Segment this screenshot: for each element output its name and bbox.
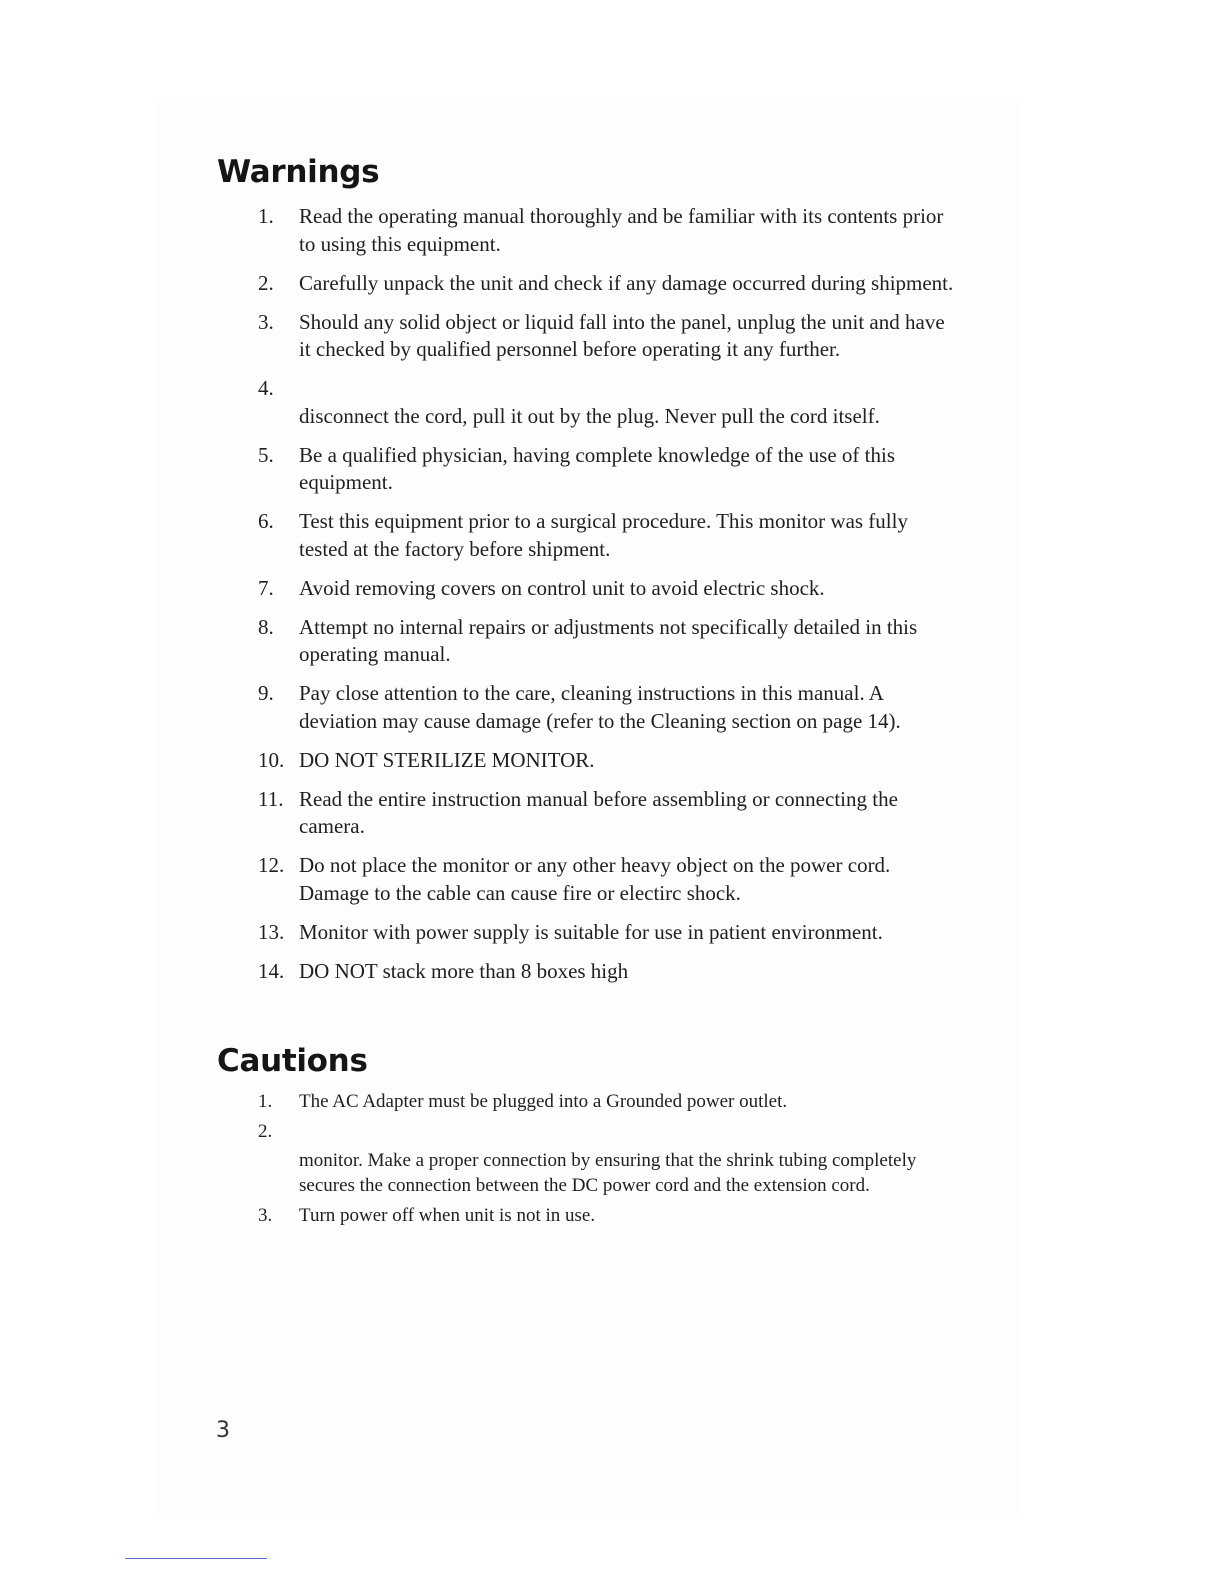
warning-text: Attempt no internal repairs or adjustments not specifically detailed in this operating manual. <box>299 614 918 666</box>
warning-number: 4. <box>258 376 274 400</box>
warning-item-10 <box>0 747 959 775</box>
warning-number: 3. <box>258 309 274 334</box>
warning-item-4 <box>0 375 959 430</box>
warning-number: 12. <box>258 853 285 877</box>
warning-item-8 <box>0 614 959 669</box>
warning-number: 10. <box>258 747 285 772</box>
warning-text: Read the entire instruction manual before assembling or connecting the camera. <box>299 786 898 838</box>
warning-item-14 <box>0 958 959 986</box>
page-number: 3 <box>216 1418 230 1443</box>
caution-number: 1. <box>258 1091 273 1112</box>
warning-text: Should any solid object or liquid fall into the panel, unplug the unit and have it checked by qualified personnel before operating it any further. <box>299 309 945 361</box>
caution-number: 3. <box>258 1205 273 1226</box>
footer-rule <box>125 1558 267 1559</box>
warning-number: 14. <box>258 958 285 983</box>
caution-number: 2. <box>258 1121 273 1142</box>
warning-text: DO NOT STERILIZE MONITOR. <box>299 747 595 772</box>
warning-text: Pay close attention to the care, cleaning instructions in this manual. A deviation may cause damage (refer to the Cleaning section on page 14). <box>299 681 901 733</box>
warning-text: disconnect the cord, pull it out by the plug. Never pull the cord itself. <box>299 403 880 428</box>
caution-text: Turn power off when unit is not in use. <box>299 1205 596 1226</box>
warning-text: Monitor with power supply is suitable for use in patient environment. <box>299 919 883 944</box>
warnings-list <box>0 203 1224 997</box>
warning-number: 1. <box>258 204 274 228</box>
caution-text: The AC Adapter must be plugged into a Grounded power outlet. <box>299 1091 788 1112</box>
warnings-heading: Warnings <box>217 154 380 190</box>
warning-number: 6. <box>258 509 274 533</box>
warning-number: 7. <box>258 575 274 600</box>
warning-item-6 <box>0 508 959 563</box>
warning-item-2 <box>0 270 959 298</box>
warning-item-3 <box>0 309 959 364</box>
caution-item-1 <box>0 1089 959 1114</box>
warning-text: Do not place the monitor or any other heavy object on the power cord. Damage to the cable can cause fire or electirc shock. <box>299 853 891 905</box>
warning-number: 11. <box>258 786 284 811</box>
warning-text: DO NOT stack more than 8 boxes high <box>299 958 629 983</box>
warning-text: Carefully unpack the unit and check if any damage occurred during shipment. <box>299 270 954 295</box>
caution-item-2 <box>0 1119 959 1198</box>
warning-number: 9. <box>258 681 274 705</box>
warning-item-7 <box>0 575 959 603</box>
warning-text: Test this equipment prior to a surgical procedure. This monitor was fully tested at the factory before shipment. <box>299 509 908 561</box>
warning-item-5 <box>0 442 959 497</box>
warning-number: 2. <box>258 270 274 295</box>
warning-text: Be a qualified physician, having complete knowledge of the use of this equipment. <box>299 442 896 494</box>
caution-text: monitor. Make a proper connection by ensuring that the shrink tubing completely secures the connection between the DC power cord and the extension cord. <box>299 1150 917 1196</box>
warning-number: 13. <box>258 919 285 944</box>
warning-item-13 <box>0 919 959 947</box>
warning-item-11 <box>0 786 959 841</box>
warning-item-9 <box>0 680 959 735</box>
cautions-heading: Cautions <box>217 1043 368 1079</box>
cautions-list <box>0 1089 1224 1233</box>
warning-text: Read the operating manual thoroughly and be familiar with its contents prior to using this equipment. <box>299 204 944 256</box>
warning-number: 5. <box>258 442 274 467</box>
warning-number: 8. <box>258 614 274 639</box>
caution-item-3 <box>0 1203 959 1228</box>
warning-item-12 <box>0 852 959 907</box>
warning-text: Avoid removing covers on control unit to avoid electric shock. <box>299 575 825 600</box>
warning-item-1 <box>0 203 959 258</box>
